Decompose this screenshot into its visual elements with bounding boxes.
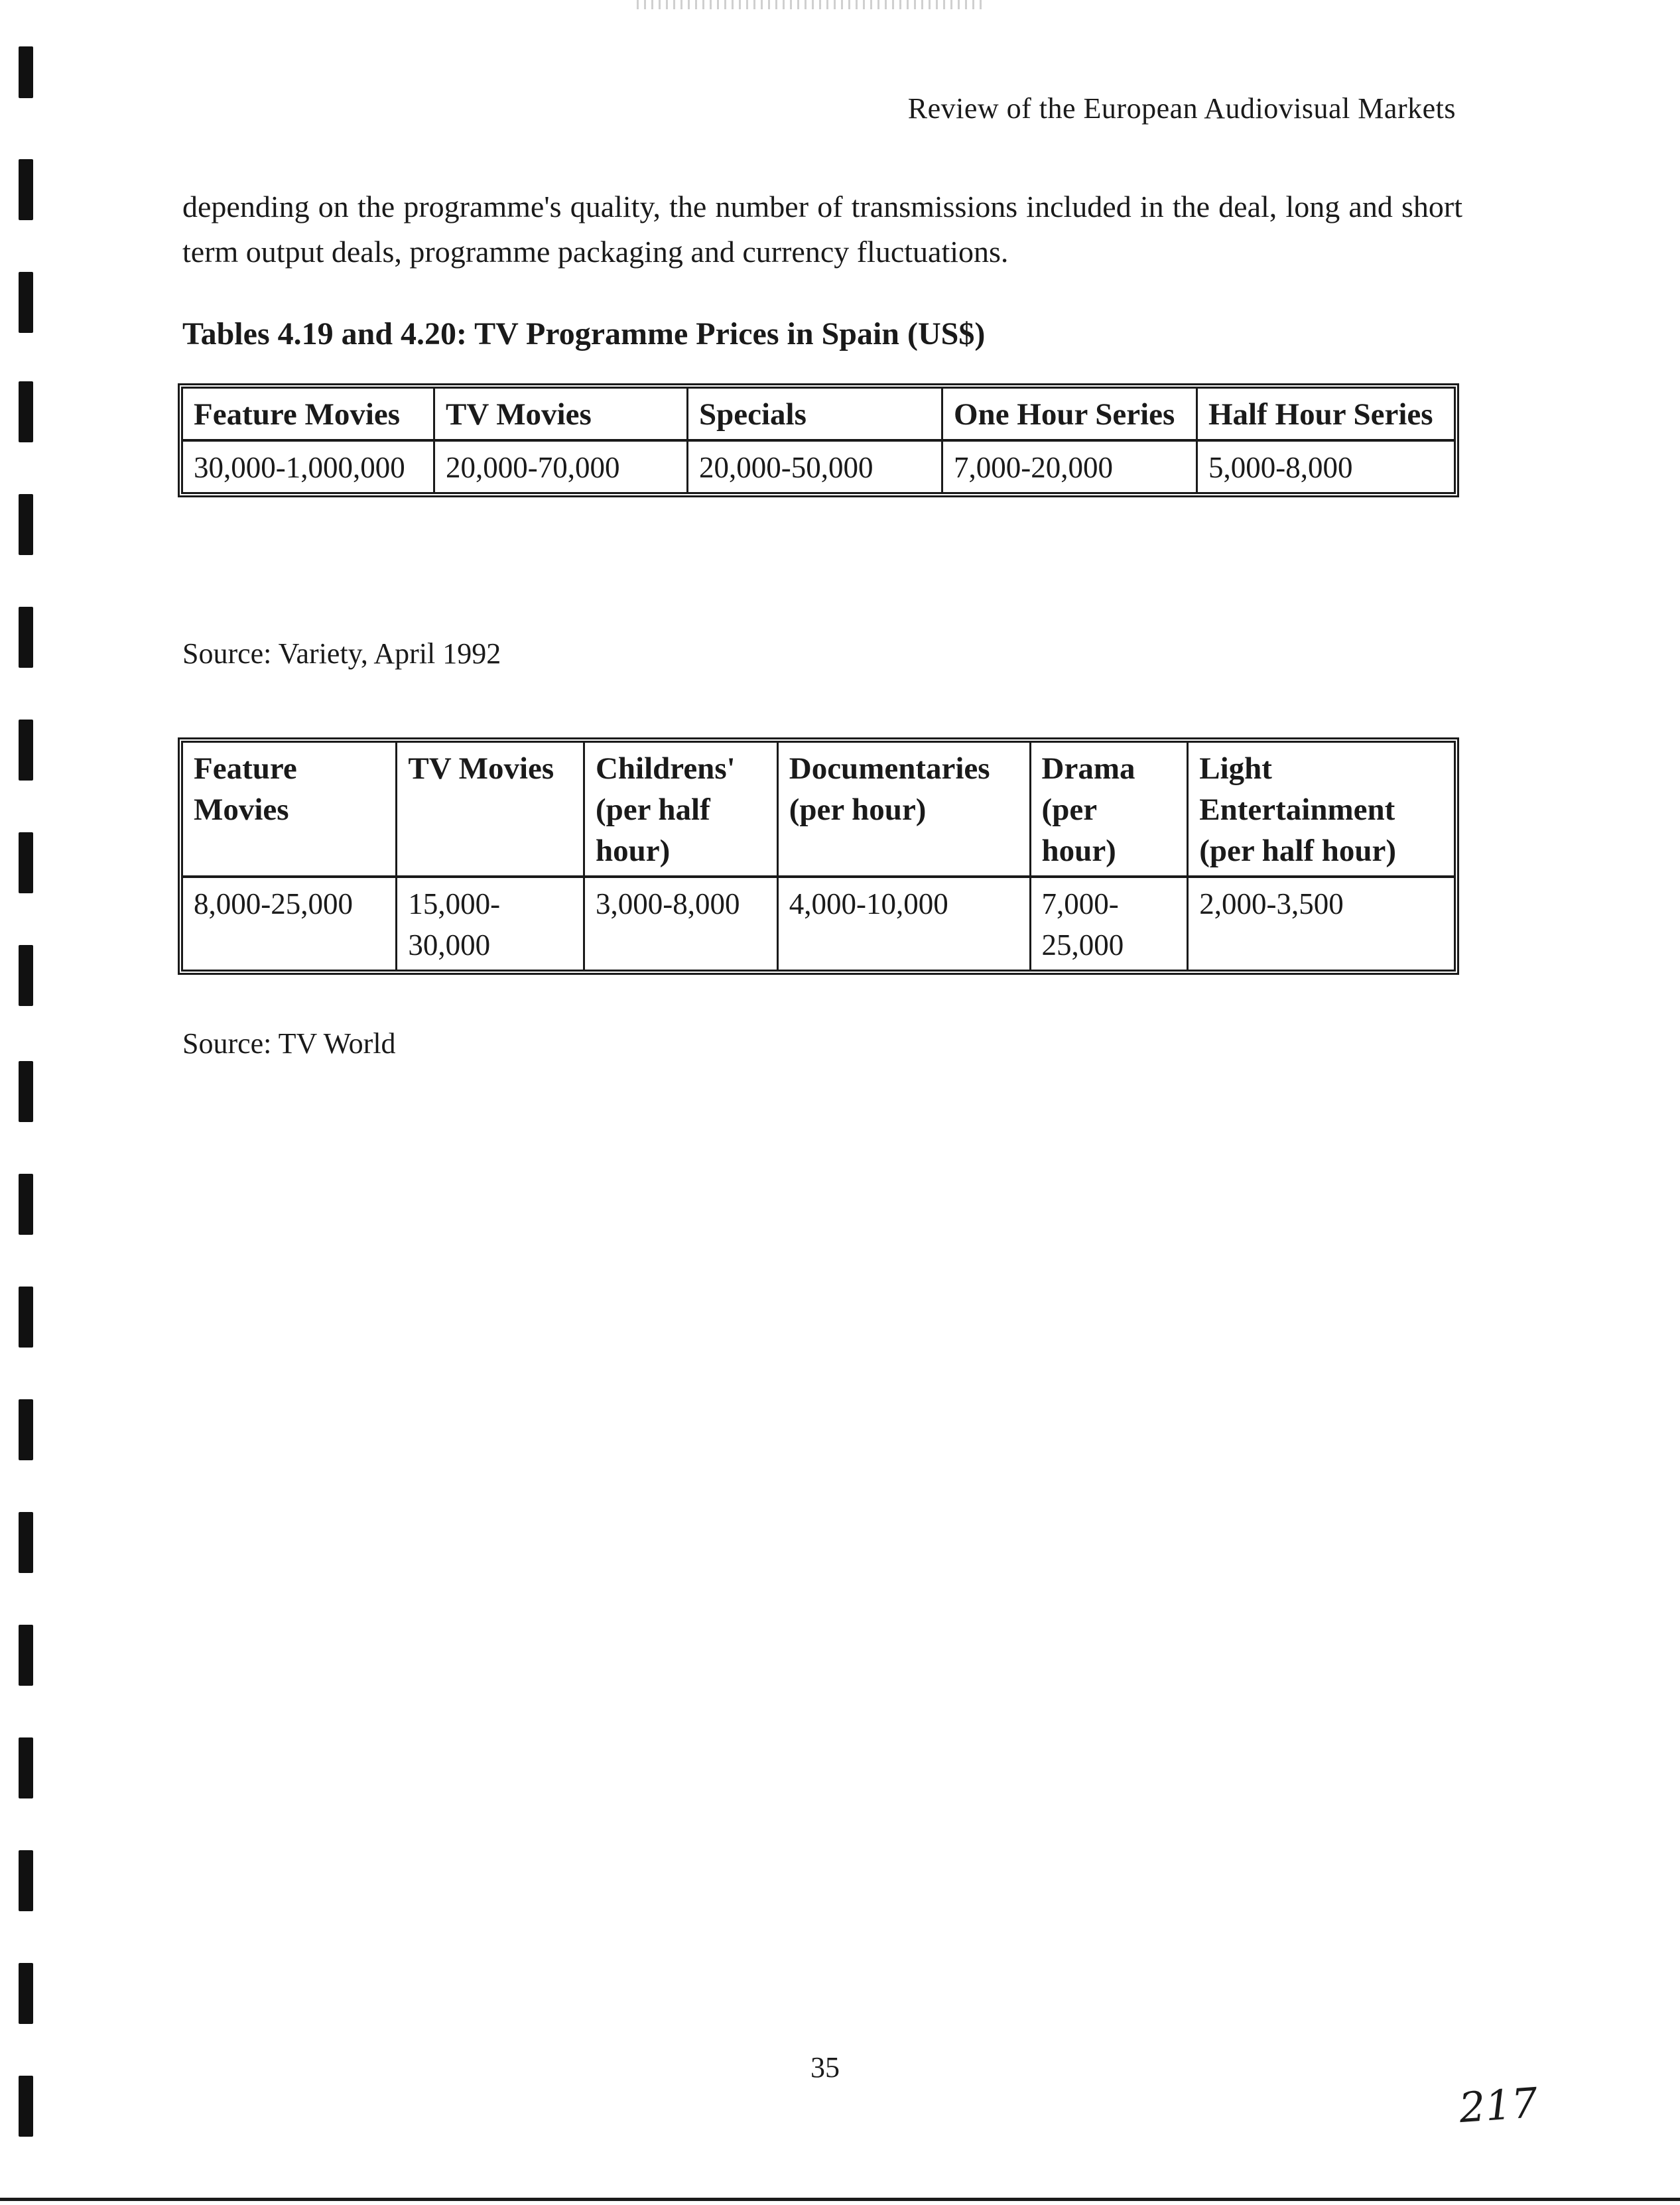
binding-mark: [19, 832, 33, 893]
table-cell: 3,000-8,000: [585, 878, 779, 970]
table-cell: 2,000-3,500: [1199, 887, 1344, 920]
column-header: TV Movies: [435, 389, 688, 442]
binding-mark: [19, 1963, 33, 2024]
binding-mark: [19, 2076, 33, 2137]
price-table-tv-world: [178, 737, 1459, 975]
column-header: Feature Movies: [183, 389, 435, 442]
scan-artifact: [637, 0, 982, 9]
column-header: Documentaries (per hour): [779, 743, 1031, 878]
table-source: Source: TV World: [182, 1027, 396, 1060]
binding-mark: [19, 272, 33, 333]
table-cell: 20,000-50,000: [688, 442, 943, 492]
binding-mark: [19, 46, 33, 98]
table-cell: 4,000-10,000: [779, 878, 1031, 970]
binding-mark: [19, 1399, 33, 1460]
binding-mark: [19, 1850, 33, 1911]
binding-mark: [19, 1625, 33, 1686]
binding-mark: [19, 159, 33, 220]
binding-mark: [19, 1512, 33, 1573]
body-paragraph: depending on the programme's quality, the number of transmissions included in the deal, long and short term output deals, programme packaging and currency fluctuations.: [182, 190, 1462, 269]
table-source: Source: Variety, April 1992: [182, 637, 501, 670]
binding-mark: [19, 381, 33, 442]
column-header: TV Movies: [397, 743, 585, 878]
table-row: [183, 878, 1454, 970]
table-header-row: [183, 743, 1454, 878]
table-cell: 8,000-25,000: [183, 878, 397, 970]
table-cell: 20,000-70,000: [435, 442, 688, 492]
table-row: [183, 442, 1454, 492]
column-header: Feature Movies: [183, 743, 397, 878]
column-header: Light Entertainment (per half hour): [1189, 743, 1454, 878]
page-number: 35: [810, 2051, 840, 2084]
binding-mark: [19, 1061, 33, 1122]
binding-mark: [19, 607, 33, 668]
column-header: Half Hour Series: [1198, 389, 1454, 442]
binding-mark: [19, 494, 33, 555]
table-header-row: [183, 389, 1454, 442]
binding-mark: [19, 1174, 33, 1235]
table-cell: 7,000-20,000: [943, 442, 1198, 492]
table-cell: 5,000-8,000: [1208, 451, 1353, 484]
table-cell: 15,000-30,000: [397, 878, 585, 970]
handwritten-mark: 217: [1457, 2078, 1539, 2133]
page-bottom-rule: [0, 2198, 1680, 2201]
table-cell: 30,000-1,000,000: [183, 442, 435, 492]
column-header: One Hour Series: [943, 389, 1198, 442]
binding-mark: [19, 945, 33, 1006]
binding-mark: [19, 720, 33, 781]
column-header: Specials: [688, 389, 943, 442]
table-title: Tables 4.19 and 4.20: TV Programme Prices in Spain (US$): [182, 316, 986, 351]
column-header: Drama (per hour): [1031, 743, 1189, 878]
price-table-variety: [178, 383, 1459, 497]
table-cell: 7,000-25,000: [1031, 878, 1189, 970]
binding-mark: [19, 1287, 33, 1348]
binding-mark: [19, 1737, 33, 1798]
running-head: Review of the European Audiovisual Markets: [907, 92, 1456, 125]
column-header: Childrens' (per half hour): [585, 743, 779, 878]
